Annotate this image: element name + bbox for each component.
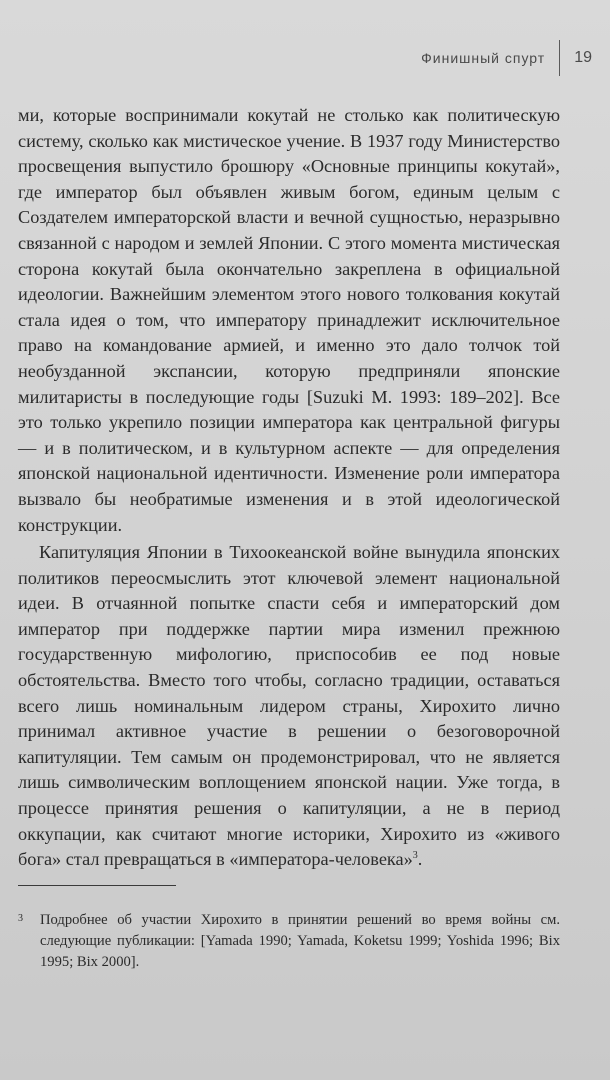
footnote [18, 910, 560, 973]
header-divider [559, 40, 560, 76]
footnote-separator [18, 885, 176, 886]
running-title: Финишный спурт [421, 50, 546, 66]
main-text [18, 103, 560, 873]
footnote-marker: 3 [18, 913, 23, 924]
page-header [421, 40, 592, 76]
footnote-reference: 3 [412, 850, 418, 862]
paragraph-text: Капитуляция Японии в Тихоокеанской войне вынудила японских политиков переосмыслить этот ключевой элемент национальной идеи. В отчаянной попытке спасти себя и императорский дом император при поддержке партии мира изменил прежнюю государственную мифологию, приспособив ее под новые обстоятельства. Вместо того чтобы, согласно традиции, оставаться всего лишь номинальным лидером страны, Хирохито лично принимал активное участие в решении о безоговорочной капитуляции. Тем самым он продемонстрировал, что не является лишь символическим воплощением японской нации. Уже тогда, в процессе принятия решения о капитуляции, а не в период оккупации, как считают многие историки, Хирохито из «живого бога» стал превращаться в «императора-человека» [18, 542, 560, 870]
footnote-text: Подробнее об участии Хирохито в принятии решений во время войны см. следующие публикации: [Yamada 1990; Yamada, Koketsu 1999; Yoshida 1996; Bix 1995; Bix 2000]. [40, 912, 560, 970]
page-number: 19 [574, 49, 592, 66]
paragraph: Капитуляция Японии в Тихоокеанской войне вынудила японских политиков переосмыслить этот ключевой элемент национальной идеи. В отчаянной попытке спасти себя и императорский дом император при поддержке партии мира изменил прежнюю государственную мифологию, приспособив ее под новые обстоятельства. Вместо того чтобы, согласно традиции, оставаться всего лишь номинальным лидером страны, Хирохито лично принимал активное участие в решении о безоговорочной капитуляции. Тем самым он продемонстрировал, что не является лишь символическим воплощением японской нации. Уже тогда, в процессе принятия решения о капитуляции, а не в период оккупации, как считают многие историки, Хирохито из «живого бога» стал превращаться в «императора-человека»$^3$. [18, 542, 560, 870]
paragraph [18, 103, 560, 538]
paragraph-text: ми, которые воспринимали кокутай не столько как политическую систему, сколько как мистическое учение. В 1937 году Министерство просвещения выпустило брошюру «Основные принципы кокутай», где император был объявлен живым богом, единым целым с Создателем императорской власти и вечной сущностью, неразрывно связанной с народом и землей Японии. С этого момента мистическая сторона кокутай была окончательно закреплена в официальной идеологии. Важнейшим элементом этого нового толкования кокутай стала идея о том, что императору принадлежит исключительное право на командование армией, и именно это дало толчок той необузданной экспансии, которую предприняли японские милитаристы в последующие годы [Suzuki M. 1993: 189–202]. Все это только укрепило позиции императора как центральной фигуры — и в политическом, и в культурном аспекте — для определения японской национальной идентичности. Изменение роли императора вызвало бы необратимые изменения и в этой идеологической конструкции. [18, 105, 560, 535]
